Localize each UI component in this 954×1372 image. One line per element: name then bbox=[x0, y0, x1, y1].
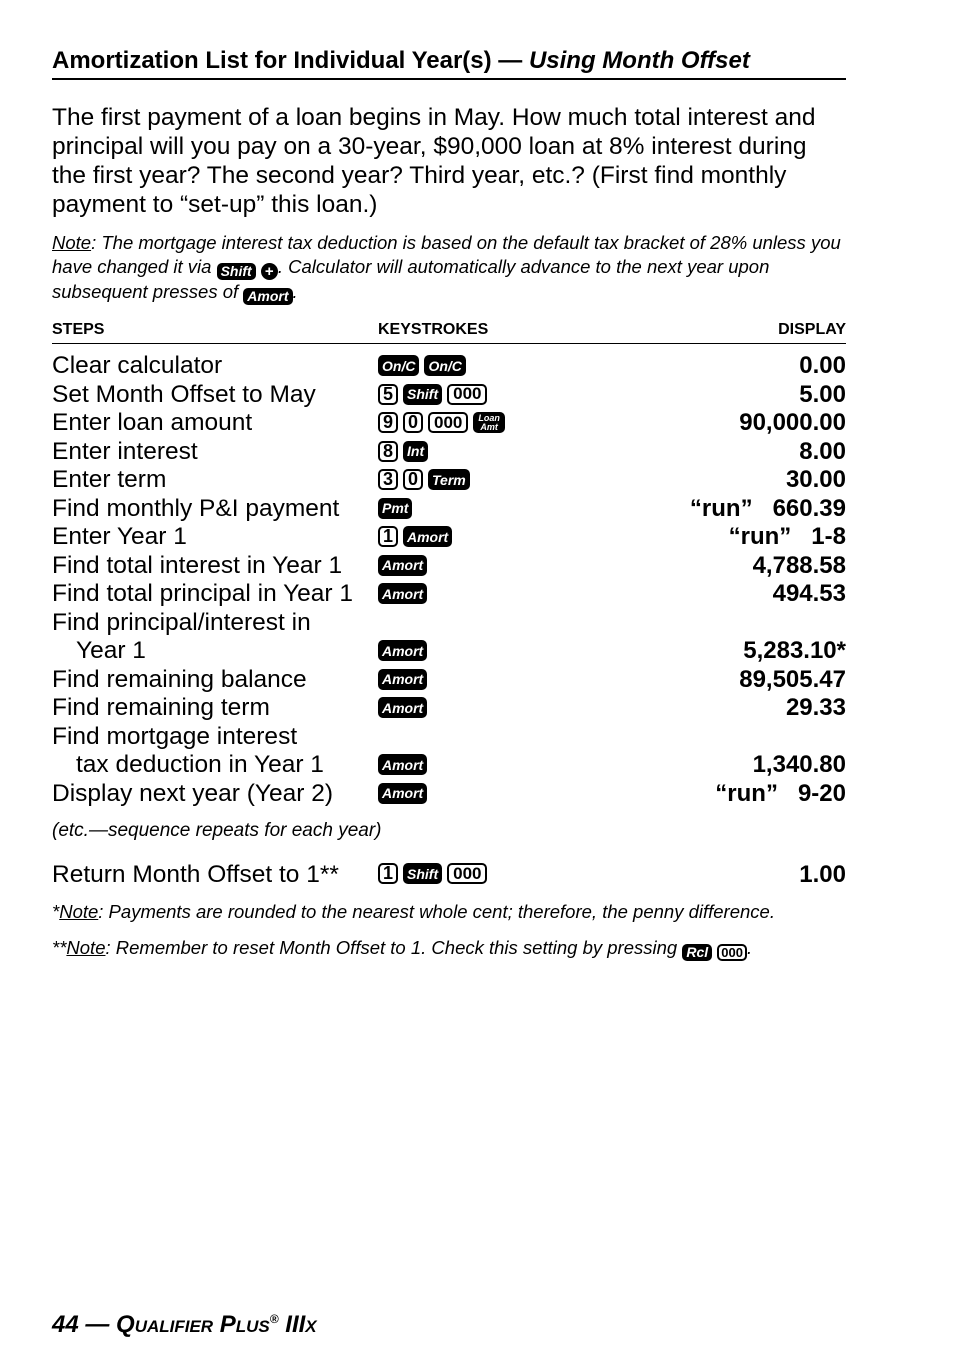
digit-1-key-icon: 1 bbox=[378, 863, 398, 884]
page-footer bbox=[52, 1311, 317, 1339]
display-value: “run” 1-8 bbox=[728, 523, 846, 550]
step-text: Enter loan amount bbox=[52, 409, 253, 436]
keystrokes bbox=[378, 753, 427, 777]
display-value: 1.00 bbox=[799, 861, 846, 888]
note-label: Note bbox=[52, 232, 92, 253]
shift-key-icon: Shift bbox=[217, 263, 256, 280]
digit-0-key-icon: 0 bbox=[403, 469, 423, 490]
etc-note: (etc.—sequence repeats for each year) bbox=[52, 820, 382, 841]
note-text-2: . Calculator will automatically advance to the next year upon subsequent presses of bbox=[52, 255, 770, 302]
amort-key-icon: Amort bbox=[378, 640, 427, 661]
product-model: IIIx bbox=[278, 1311, 317, 1338]
table-row bbox=[52, 609, 846, 666]
shift-key-icon: Shift bbox=[403, 384, 442, 405]
digit-0-key-icon: 0 bbox=[403, 412, 423, 433]
display-value: 1,340.80 bbox=[752, 751, 846, 778]
product-name: Qualifier Plus bbox=[116, 1311, 270, 1338]
step-text: Enter Year 1 bbox=[52, 523, 187, 550]
display-value: 5.00 bbox=[799, 380, 846, 408]
keystrokes bbox=[378, 553, 427, 577]
digit-8-key-icon: 8 bbox=[378, 441, 398, 462]
return-offset-row bbox=[52, 860, 846, 889]
table-row bbox=[52, 381, 846, 410]
note-paragraph bbox=[52, 231, 846, 305]
digit-1-key-icon: 1 bbox=[378, 526, 398, 547]
on-c-key-icon: On/C bbox=[378, 355, 419, 376]
footnote-marker: * bbox=[52, 901, 60, 922]
note-text-3: . bbox=[292, 280, 298, 302]
step-text bbox=[52, 609, 311, 666]
step-text-line-2: tax deduction in Year 1 bbox=[76, 751, 324, 778]
footnote-marker: ** bbox=[52, 937, 67, 958]
rcl-key-icon: Rcl bbox=[682, 944, 712, 961]
display-value: 90,000.00 bbox=[739, 409, 846, 436]
table-row bbox=[52, 552, 846, 581]
keystrokes bbox=[378, 667, 427, 691]
display-value: “run” 660.39 bbox=[689, 494, 846, 522]
keystrokes bbox=[378, 354, 466, 378]
step-text: Return Month Offset to 1** bbox=[52, 861, 339, 888]
footnote-rounding bbox=[52, 901, 775, 923]
table-row bbox=[52, 723, 846, 780]
footnote-text: : Payments are rounded to the nearest whole cent; therefore, the penny difference. bbox=[98, 901, 775, 922]
display-header: DISPLAY bbox=[778, 321, 846, 338]
section-title-subtitle: Using Month Offset bbox=[528, 47, 750, 74]
on-c-key-icon: On/C bbox=[424, 355, 465, 376]
step-text-line-1: Find mortgage interest bbox=[52, 722, 298, 750]
keystrokes bbox=[378, 781, 427, 805]
keystrokes bbox=[378, 525, 452, 549]
footnote-label: Note bbox=[59, 901, 99, 922]
digit-5-key-icon: 5 bbox=[378, 384, 398, 405]
amort-key-icon: Amort bbox=[243, 288, 292, 305]
intro-paragraph: The first payment of a loan begins in May. How much total interest and principal will you pay on a 30-year, $90,000 loan at 8% interest during the first year? The second year? Third year, etc.? (First find monthly payment to “set-up” this loan.) bbox=[52, 104, 816, 218]
keystrokes-header: KEYSTROKES bbox=[378, 321, 489, 338]
loan-amt-key-bottom: Amt bbox=[480, 421, 498, 432]
000-key-icon: 000 bbox=[447, 863, 487, 884]
display-value: 5,283.10* bbox=[743, 637, 846, 664]
step-text: Enter term bbox=[52, 466, 167, 493]
loan-amt-key-top: Loan bbox=[478, 412, 500, 423]
shift-key-icon: Shift bbox=[403, 863, 442, 884]
term-key-icon: Term bbox=[428, 469, 470, 490]
table-row bbox=[52, 409, 846, 438]
steps-table bbox=[52, 352, 846, 808]
step-text-line-1: Find principal/interest in bbox=[52, 608, 311, 636]
display-value: 0.00 bbox=[799, 352, 846, 379]
amort-key-icon: Amort bbox=[378, 697, 427, 718]
keystrokes bbox=[378, 496, 412, 520]
display-value: 30.00 bbox=[785, 466, 846, 493]
registered-mark: ® bbox=[269, 1312, 279, 1326]
loan-amt-key-icon bbox=[473, 412, 505, 433]
table-row bbox=[52, 352, 846, 381]
table-row bbox=[52, 580, 846, 609]
table-row bbox=[52, 780, 846, 809]
footnote-end: . bbox=[746, 937, 753, 958]
plus-key-icon: + bbox=[261, 263, 278, 280]
display-value: 4,788.58 bbox=[752, 551, 846, 579]
keystrokes bbox=[378, 696, 427, 720]
step-text: Set Month Offset to May bbox=[52, 380, 316, 408]
int-key-icon: Int bbox=[403, 441, 428, 462]
keystrokes bbox=[378, 411, 505, 435]
000-key-icon: 000 bbox=[428, 412, 468, 433]
table-row bbox=[52, 666, 846, 695]
step-text-line-2: Year 1 bbox=[76, 637, 146, 664]
section-title bbox=[52, 45, 846, 80]
digit-3-key-icon: 3 bbox=[378, 469, 398, 490]
step-text: Display next year (Year 2) bbox=[52, 779, 333, 807]
pmt-key-icon: Pmt bbox=[378, 498, 412, 519]
step-text: Find monthly P&I payment bbox=[52, 494, 340, 522]
keystrokes bbox=[378, 382, 487, 406]
amort-key-icon: Amort bbox=[378, 783, 427, 804]
step-text bbox=[52, 723, 324, 780]
table-row bbox=[52, 466, 846, 495]
step-text: Enter interest bbox=[52, 437, 198, 465]
keystrokes bbox=[378, 639, 427, 663]
keystrokes bbox=[378, 439, 428, 463]
display-value: 29.33 bbox=[785, 694, 846, 721]
table-row bbox=[52, 694, 846, 723]
000-key-icon: 000 bbox=[447, 384, 487, 405]
note-text-1: : The mortgage interest tax deduction is based on the default tax bracket of 28% unless you have changed it via bbox=[52, 232, 841, 277]
table-row bbox=[52, 438, 846, 467]
page-number: 44 — bbox=[52, 1311, 117, 1338]
step-text: Find total interest in Year 1 bbox=[52, 551, 343, 579]
display-value: 89,505.47 bbox=[739, 665, 846, 693]
amort-key-icon: Amort bbox=[378, 583, 427, 604]
footnote-label: Note bbox=[66, 937, 106, 958]
keystrokes bbox=[378, 468, 470, 492]
step-text: Find total principal in Year 1 bbox=[52, 580, 353, 607]
section-title-main: Amortization List for Individual Year(s) — bbox=[52, 47, 529, 74]
step-text: Find remaining balance bbox=[52, 665, 307, 693]
step-text: Find remaining term bbox=[52, 694, 270, 721]
table-row bbox=[52, 495, 846, 524]
amort-key-icon: Amort bbox=[378, 555, 427, 576]
table-header bbox=[52, 321, 846, 344]
footnote-text: : Remember to reset Month Offset to 1. Check this setting by pressing bbox=[105, 937, 678, 958]
digit-9-key-icon: 9 bbox=[378, 412, 398, 433]
display-value: “run” 9-20 bbox=[715, 779, 846, 807]
amort-key-icon: Amort bbox=[378, 669, 427, 690]
000-key-icon: 000 bbox=[717, 944, 747, 961]
footnote-reset bbox=[52, 937, 752, 961]
table-row bbox=[52, 523, 846, 552]
display-value: 8.00 bbox=[799, 437, 846, 465]
keystrokes bbox=[378, 582, 427, 606]
display-value: 494.53 bbox=[772, 580, 846, 607]
amort-key-icon: Amort bbox=[403, 526, 452, 547]
keystrokes bbox=[378, 863, 487, 884]
step-text: Clear calculator bbox=[52, 352, 223, 379]
steps-header: STEPS bbox=[52, 321, 105, 338]
amort-key-icon: Amort bbox=[378, 754, 427, 775]
